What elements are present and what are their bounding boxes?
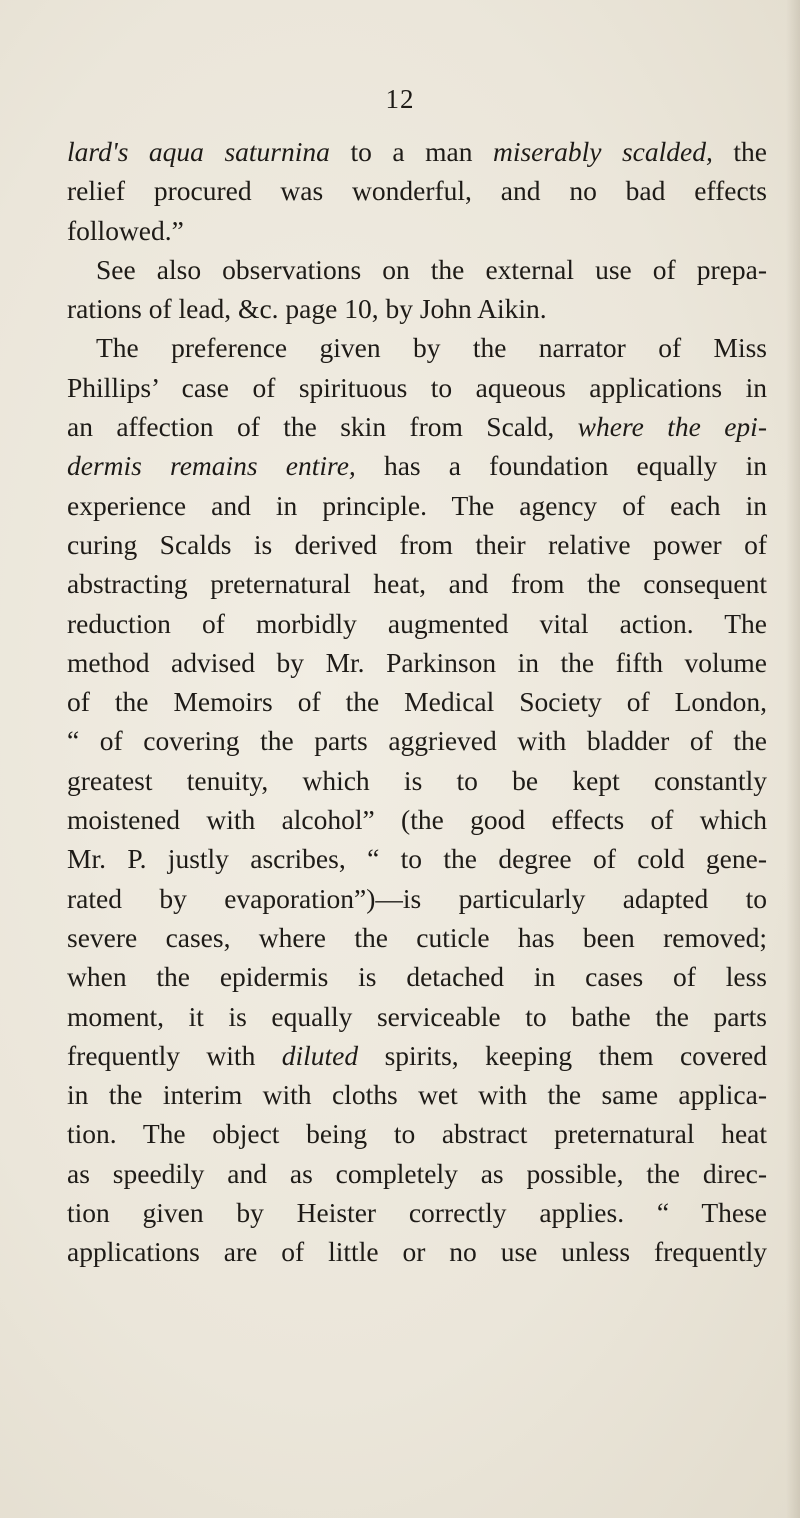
text-line [67,132,767,171]
text-segment: reduction of morbidly augmented vital action. The [67,607,767,639]
text-segment: as speedily and as completely as possible, the direc- [67,1157,767,1189]
text-line [67,368,767,407]
text-segment: frequently with [67,1039,282,1071]
text-segment: abstracting preternatural heat, and from the consequent [67,568,767,600]
text-line [67,800,767,839]
text-segment: Phillips’ case of spirituous to aqueous applications in [67,371,767,403]
text-line [67,446,767,485]
text-line [67,525,767,564]
text-line [67,1036,767,1075]
text-segment: moistened with alcohol” (the good effects of which [67,804,767,836]
text-segment: experience and in principle. The agency of each in [67,489,767,521]
text-segment: when the epidermis is detached in cases of less [67,961,767,993]
text-line [67,879,767,918]
text-line [67,564,767,603]
text-segment: The preference given by the narrator of Miss [96,332,767,364]
text-line [67,289,767,328]
text-segment: “ of covering the parts aggrieved with bladder of the [67,725,767,757]
text-segment: relief procured was wonderful, and no bad effects [67,175,767,207]
text-line [67,997,767,1036]
text-segment: curing Scalds is derived from their relative power of [67,528,767,560]
text-line [67,1075,767,1114]
text-segment: to a man [329,136,493,167]
text-line [67,721,767,760]
text-line [67,839,767,878]
text-segment: an affection of the skin from Scald, [67,411,578,443]
text-line [67,211,767,250]
italic-text: dermis remains entire, [67,450,356,482]
text-segment: has a foundation equally in [355,450,767,482]
text-line [67,1232,767,1271]
text-segment: of the Memoirs of the Medical Society of London, [67,686,767,718]
body-text [67,132,767,1272]
text-line [67,761,767,800]
text-line [67,1193,767,1232]
page-edge-shadow [786,0,800,1518]
text-line [67,918,767,957]
text-line [67,250,767,289]
text-line [67,328,767,367]
italic-text: miserably scalded, [492,136,713,167]
text-segment: See also observations on the external use of prepa- [96,253,767,285]
page-number: 12 [385,84,415,114]
text-line [67,1114,767,1153]
text-segment: rated by evaporation”)—is particularly adapted to [67,882,767,914]
italic-text: where the epi- [577,411,767,443]
text-segment: severe cases, where the cuticle has been removed; [67,921,767,953]
text-segment: tion given by Heister correctly applies. “ These [67,1197,767,1229]
text-segment: the [712,136,767,167]
italic-text: lard's aqua saturnina [67,136,330,167]
text-segment: Mr. P. justly ascribes, “ to the degree of cold gene- [67,843,767,875]
text-segment: in the interim with cloths wet with the same applica- [67,1079,767,1111]
text-line [67,171,767,210]
text-line [67,486,767,525]
text-line [67,407,767,446]
text-segment: tion. The object being to abstract preternatural heat [67,1118,767,1150]
text-line [67,1154,767,1193]
text-line [67,643,767,682]
text-segment: rations of lead, &c. page 10, by John Aikin. [67,293,547,325]
text-segment: followed.” [67,214,184,246]
italic-text: diluted [281,1039,359,1071]
text-segment: moment, it is equally serviceable to bathe the parts [67,1000,767,1032]
text-segment: spirits, keeping them covered [358,1039,767,1071]
text-line [67,682,767,721]
text-segment: greatest tenuity, which is to be kept constantly [67,764,767,796]
text-segment: applications are of little or no use unless frequently [67,1236,767,1268]
text-line [67,604,767,643]
text-line [67,957,767,996]
text-segment: method advised by Mr. Parkinson in the fifth volume [67,646,767,678]
